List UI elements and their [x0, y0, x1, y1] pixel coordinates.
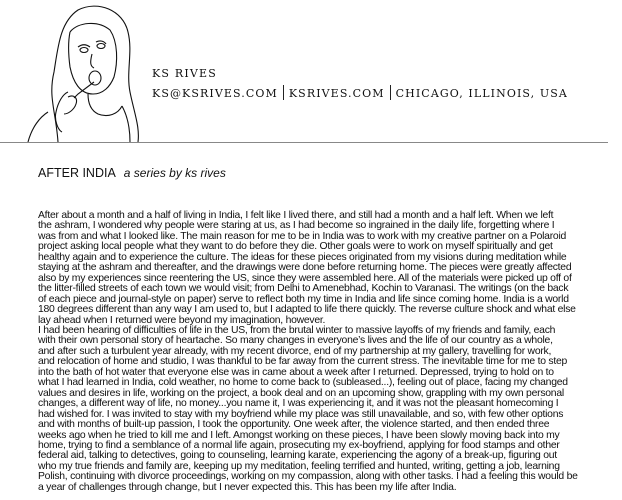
body-text-line: project asking local people what they want to do before they die. Other goals were to work on myself spiritually and get	[38, 241, 553, 253]
artist-name: KS RIVES	[152, 67, 217, 80]
body-text-line: who my true friends and family are, keeping up my meditation, feeling terrified and hunted, writing, getting a job, learning	[38, 460, 560, 472]
series-subtitle: a series by ks rives	[123, 166, 226, 180]
body-text-line: and relocation of home and studio, I was thankful to be far away from the current stress. The inevitable time for me to step	[38, 356, 568, 368]
divider	[390, 85, 391, 100]
body-text-line: Polish, continuing with divorce proceedings, working on my compassion, along with other tasks. I had a feeling this would be	[38, 471, 578, 483]
woman-brushing-teeth-illustration	[18, 2, 143, 142]
body-text-line: the ashram, I wondered why people were staring at us, as I had become so ingrained in the daily life, forgetting where I	[38, 220, 555, 232]
body-text-line: weeks ago when he tried to kill me and I left. Amongst working on these pieces, I have been slowly moving back into my	[38, 429, 560, 441]
contact-line	[152, 85, 568, 100]
body-text-line: and after such a turbulent year already, with my recent divorce, end of my partnership at my gallery, travelling for work,	[38, 345, 552, 357]
email-link[interactable]: KS@KSRIVES.COM	[152, 87, 278, 100]
body-text-line: values and desires in life, working on the project, a book deal and on an upcoming show, grappling with my own personal	[38, 387, 564, 399]
body-text-line: what I had learned in India, cold weather, no home to come back to (subleased...), feeling out of place, facing my changed	[38, 377, 568, 389]
body-text-line: of each piece and journal-style on paper) serve to reflect both my time in India and life since coming home. India is a world	[38, 293, 569, 305]
body-text-line: had wished for. I was invited to stay with my boyfriend while my place was still unavailable, and so, with few other options	[38, 408, 564, 420]
body-text-line: 180 degrees different than any way I am used to, but I adapted to life there quickly. The reverse culture shock and what else	[38, 304, 576, 316]
body-text-line: into the bath of hot water that everyone else was in came about a week after I returned. Depressed, trying to hold on to	[38, 366, 554, 378]
body-text-line: a year of challenges through change, but I never expected this. This has been my life after India.	[38, 481, 457, 493]
article-heading	[38, 166, 226, 180]
body-text-line: I had been hearing of difficulties of life in the US, from the brutal winter to massive layoffs of my friends and family, each	[38, 324, 556, 336]
article-body	[38, 211, 618, 493]
series-title: AFTER INDIA	[38, 166, 116, 180]
body-text-line: lay ahead when I returned were beyond my imagination, however.	[38, 314, 326, 326]
body-text-line: After about a month and a half of living in India, I felt like I lived there, and still had a month and a half left. When we left	[38, 210, 554, 221]
body-text-line: was from and what I looked like. The main reason for me to be in India was to work with my creative partner on a Polaroid	[38, 230, 567, 242]
body-text-line: federal aid, talking to detectives, going to counseling, learning karate, experiencing the agony of a break-up, figuring out	[38, 450, 557, 462]
divider	[283, 85, 284, 100]
body-text-line: staying at the ashram and thereafter, and the drawings were done before returning home. The pieces were greatly affected	[38, 262, 572, 274]
header-rule	[0, 142, 608, 143]
body-text-line: home, trying to find a semblance of a normal life again, prosecuting my ex-boyfriend, applying for food stamps and other	[38, 439, 560, 451]
body-text-line: also by my experiences since reentering the US, since they were assembled here. All of the materials were picked up off of	[38, 272, 572, 284]
location: CHICAGO, ILLINOIS, USA	[395, 87, 568, 100]
body-text-line: healthy again and to experience the culture. The ideas for these pieces originated from my visions during meditation while	[38, 251, 567, 263]
body-text-line: with their own personal story of heartache. So many changes in everyone’s lives and the life of our country as a whole,	[38, 335, 553, 347]
body-text-line: and with months of built-up passion, I took the opportunity. One week after, the violence started, and then ended three	[38, 419, 550, 431]
body-text-line: the litter-filled streets of each town we would visit; from Delhi to Amenebhad, Kochin to Varanasi. The writings (on the back	[38, 283, 569, 295]
body-text-line: changes, a different way of life, no money...you name it, I was experiencing it, and it was not the pleasant homecoming I	[38, 398, 559, 410]
website-link[interactable]: KSRIVES.COM	[288, 87, 385, 100]
